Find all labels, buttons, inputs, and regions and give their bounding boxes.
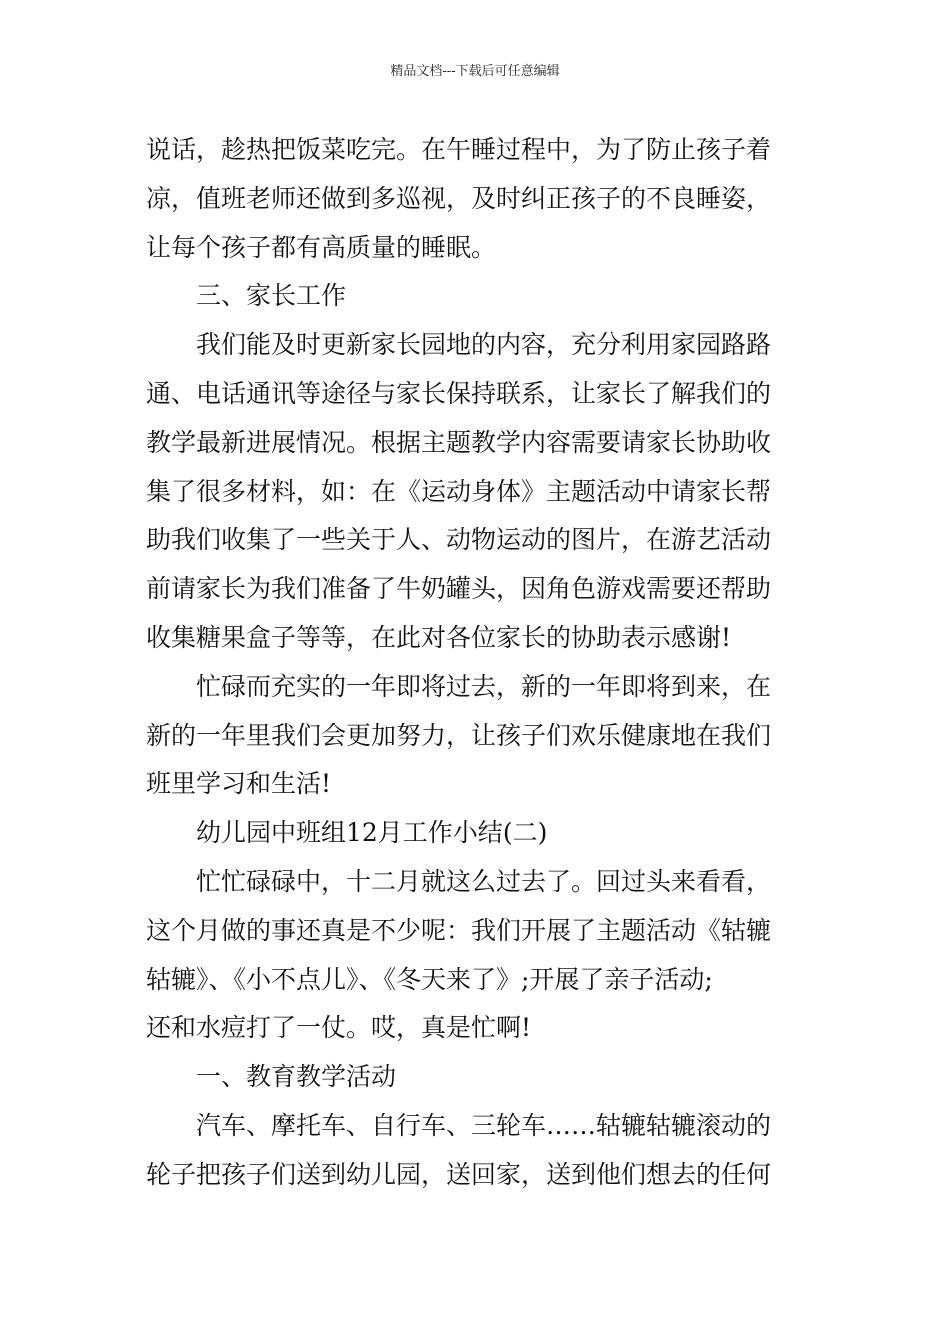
text-line: 说话，趁热把饭菜吃完。在午睡过程中，为了防止孩子着 — [146, 135, 772, 164]
text-line: 新的一年里我们会更加努力，让孩子们欢乐健康地在我们 — [146, 720, 772, 750]
page-header: 精品文档---下载后可任意编辑 — [390, 64, 560, 79]
paragraph-parent-work — [146, 321, 811, 663]
heading-line: 三、家长工作 — [196, 281, 347, 311]
paragraph-vehicles — [146, 1102, 811, 1200]
text-line: 让每个孩子都有高质量的睡眠。 — [146, 232, 497, 262]
text-line: 凉，值班老师还做到多巡视，及时纠正孩子的不良睡姿， — [146, 183, 772, 213]
text-line: 通、电话通讯等途径与家长保持联系，让家长了解我们的 — [146, 378, 772, 408]
text-line: 集了很多材料，如：在《运动身体》主题活动中请家长帮 — [146, 476, 772, 506]
document-body — [146, 126, 811, 1200]
text-line: 汽车、摩托车、自行车、三轮车……轱辘轱辘滚动的 — [196, 1110, 772, 1140]
text-line: 忙忙碌碌中，十二月就这么过去了。回过头来看看， — [196, 866, 772, 896]
text-line: 忙碌而充实的一年即将过去，新的一年即将到来，在 — [196, 671, 772, 701]
text-line: 前请家长为我们准备了牛奶罐头，因角色游戏需要还帮助 — [146, 574, 772, 604]
section-heading-parent-work — [146, 272, 811, 321]
paragraph-nap-care — [146, 126, 811, 272]
text-line: 轮子把孩子们送到幼儿园，送回家，送到他们想去的任何 — [146, 1159, 772, 1189]
document-subtitle — [146, 809, 811, 858]
text-line: 轱辘》、《小不点儿》、《冬天来了》;开展了亲子活动; — [146, 964, 713, 994]
paragraph-december-summary — [146, 858, 811, 1053]
heading-line: 幼儿园中班组12月工作小结(二) — [196, 818, 548, 848]
text-line: 我们能及时更新家长园地的内容，充分利用家园路路 — [196, 330, 772, 360]
paragraph-year-end — [146, 663, 811, 809]
text-line: 这个月做的事还真是不少呢：我们开展了主题活动《轱辘 — [146, 915, 772, 945]
text-line: 班里学习和生活! — [146, 769, 332, 799]
text-line: 教学最新进展情况。根据主题教学内容需要请家长协助收 — [146, 427, 772, 457]
text-line: 还和水痘打了一仗。哎，真是忙啊! — [146, 1013, 532, 1043]
text-line: 助我们收集了一些关于人、动物运动的图片，在游艺活动 — [146, 525, 772, 555]
section-heading-teaching — [146, 1053, 811, 1102]
heading-line: 一、教育教学活动 — [196, 1062, 397, 1092]
text-line: 收集糖果盒子等等，在此对各位家长的协助表示感谢! — [146, 622, 732, 652]
